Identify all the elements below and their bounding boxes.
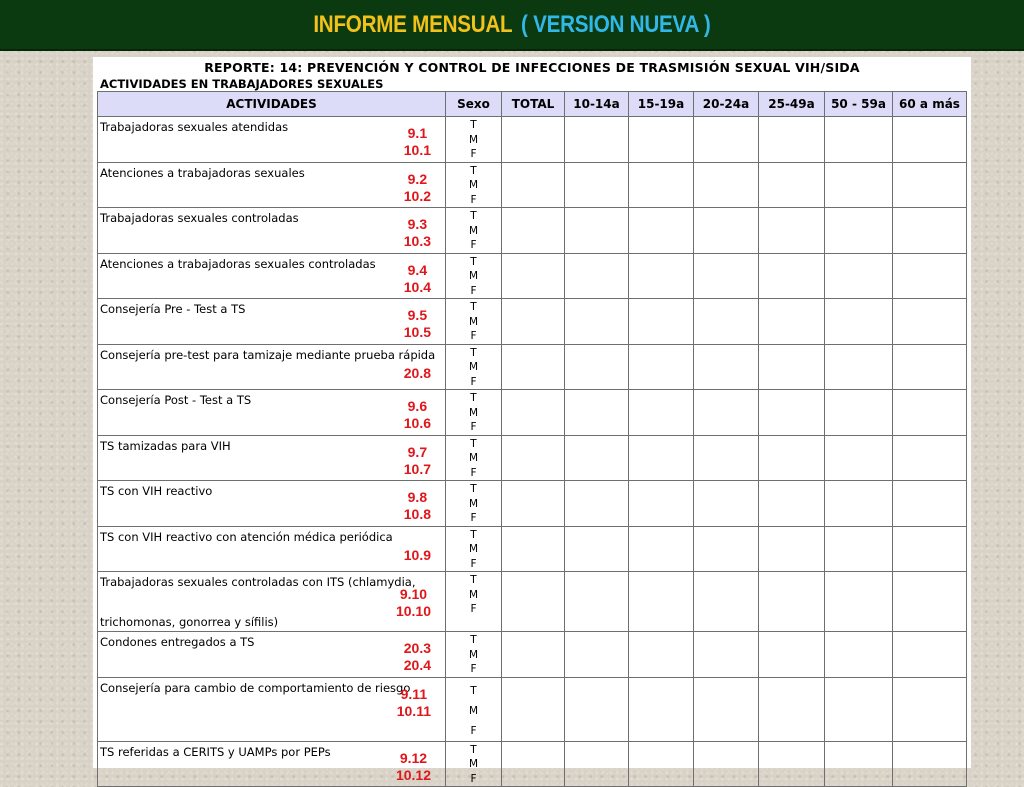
activity-codes [404,398,431,432]
table-row [98,677,967,741]
data-cell[interactable] [893,390,967,436]
data-cell[interactable] [893,526,967,572]
data-cell[interactable] [629,572,694,632]
data-cell[interactable] [565,632,629,678]
data-cell[interactable] [893,481,967,527]
data-cell[interactable] [759,208,825,254]
activity-label: TS referidas a CERITS y UAMPs por PEPs [100,744,331,759]
activity-code: 9.2 [407,170,428,187]
activity-code: 9.6 [407,398,428,414]
data-cell[interactable] [825,390,893,436]
data-cell[interactable] [759,632,825,678]
section-title: ACTIVIDADES EN TRABAJADORES SEXUALES [100,77,384,91]
data-cell[interactable] [893,677,967,741]
sex-label: M [468,315,479,328]
activity-codes [404,307,431,341]
sex-label: M [468,270,479,282]
sex-cell [446,117,502,163]
activity-code: 10.5 [403,324,431,340]
data-cell[interactable] [759,677,825,741]
data-cell[interactable] [759,253,825,299]
data-cell[interactable] [759,435,825,481]
data-cell[interactable] [502,299,565,345]
sex-label: M [468,361,479,373]
header-banner [0,0,1024,51]
sex-label: F [470,193,477,206]
activity-label: Consejería Post - Test a TS [100,393,252,407]
data-cell[interactable] [694,117,759,163]
sex-label: M [468,543,479,555]
table-row [98,481,967,527]
table-row [98,299,967,345]
table-row [98,344,967,390]
activity-label: Trabajadoras sexuales controladas con ITS (chlamydia, [100,575,416,589]
activity-code: 10.4 [403,278,431,295]
table-row [98,162,967,208]
sex-label: F [470,724,477,737]
table-row [98,632,967,678]
activity-code: 9.10 [399,586,428,602]
data-cell[interactable] [694,481,759,527]
report-sheet [93,57,971,785]
data-cell[interactable] [629,481,694,527]
activity-code: 9.7 [407,443,428,460]
activity-label: Consejería para cambio de comportamiento de riesgo [100,680,411,695]
data-cell[interactable] [694,390,759,436]
data-cell[interactable] [629,741,694,787]
activity-label: TS tamizadas para VIH [100,438,231,453]
data-cell[interactable] [565,344,629,390]
data-cell[interactable] [565,253,629,299]
table-body [98,117,967,787]
data-cell[interactable] [502,481,565,527]
sex-label: F [470,239,477,251]
column-header: 50 - 59a [825,92,893,117]
data-cell[interactable] [893,162,967,208]
sex-cell [446,572,502,632]
data-cell[interactable] [759,481,825,527]
activity-cell [98,299,446,345]
data-cell[interactable] [759,741,825,787]
sex-label: F [470,375,477,388]
banner-main-title: INFORME MENSUAL [313,10,513,38]
data-cell[interactable] [565,526,629,572]
activity-codes [404,365,431,382]
data-cell[interactable] [825,299,893,345]
data-cell[interactable] [565,208,629,254]
sex-label: T [470,743,477,756]
data-cell[interactable] [565,435,629,481]
sex-cell [446,162,502,208]
sex-label: T [470,574,477,586]
table-row [98,572,967,632]
activity-codes [396,750,431,784]
sex-label: M [468,758,479,770]
activity-code: 10.1 [403,142,431,158]
data-cell[interactable] [502,741,565,787]
sex-label: M [468,406,479,419]
data-cell[interactable] [825,572,893,632]
data-cell[interactable] [694,677,759,741]
data-cell[interactable] [502,117,565,163]
sex-cell [446,435,502,481]
column-header: 10-14a [565,92,629,117]
table-row [98,208,967,254]
activity-code: 9.4 [407,261,428,278]
data-cell[interactable] [694,162,759,208]
activity-cell [98,208,446,254]
table-row [98,526,967,572]
activity-cell [98,526,446,572]
activity-cell [98,481,446,527]
sex-label: T [470,437,477,450]
table-row [98,741,967,787]
data-cell[interactable] [565,572,629,632]
data-cell[interactable] [565,390,629,436]
activity-cell [98,253,446,299]
activity-cell [98,344,446,390]
sex-label: F [470,421,477,433]
table-row [98,253,967,299]
data-cell[interactable] [694,253,759,299]
data-cell[interactable] [825,632,893,678]
activity-code: 9.1 [407,125,428,141]
data-cell[interactable] [694,344,759,390]
sex-label: M [468,588,479,601]
data-cell[interactable] [629,390,694,436]
data-cell[interactable] [502,344,565,390]
activity-label: Consejería pre-test para tamizaje mediante prueba rápida [100,347,436,362]
activity-label: Condones entregados a TS [100,635,255,649]
data-cell[interactable] [825,117,893,163]
activity-code: 10.7 [403,460,431,477]
activity-codes [404,489,431,523]
activity-code: 10.9 [403,546,431,563]
column-header: 20-24a [694,92,759,117]
activity-cell [98,741,446,787]
data-cell[interactable] [825,526,893,572]
banner-subtitle: ( VERSION NUEVA ) [521,10,711,38]
activity-codes [404,444,431,478]
activity-cell [98,572,446,632]
activity-codes [404,262,431,296]
sex-label: T [470,164,477,177]
sex-label: T [470,634,477,646]
column-header: ACTIVIDADES [98,92,446,117]
sex-label: M [468,497,479,510]
sex-label: F [470,772,477,785]
activity-code: 9.8 [407,489,428,505]
data-cell[interactable] [565,741,629,787]
data-cell[interactable] [825,481,893,527]
activity-cell [98,390,446,436]
data-cell[interactable] [825,741,893,787]
data-cell[interactable] [502,162,565,208]
activity-code: 20.4 [403,657,431,673]
activity-code: 10.3 [403,233,431,249]
sex-label: F [470,603,477,615]
data-cell[interactable] [694,572,759,632]
activity-codes [404,547,431,564]
activity-code: 9.3 [407,216,428,232]
activity-code: 9.11 [400,685,428,702]
sex-label: T [470,301,477,313]
column-header: 25-49a [759,92,825,117]
activity-code: 10.2 [403,187,431,204]
table-row [98,390,967,436]
data-cell[interactable] [629,162,694,208]
sex-cell [446,677,502,741]
data-cell[interactable] [502,572,565,632]
sex-label: M [468,179,479,191]
banner-title [313,11,710,39]
data-cell[interactable] [502,208,565,254]
data-cell[interactable] [759,390,825,436]
data-cell[interactable] [825,435,893,481]
data-cell[interactable] [825,344,893,390]
data-cell[interactable] [565,481,629,527]
data-cell[interactable] [694,208,759,254]
column-header: 15-19a [629,92,694,117]
sex-label: T [470,119,477,131]
activity-code: 10.10 [395,603,431,619]
activity-cell [98,162,446,208]
activity-label: Trabajadoras sexuales atendidas [100,120,289,134]
data-cell[interactable] [893,117,967,163]
sex-cell [446,632,502,678]
sex-label: T [470,483,477,495]
activity-cell [98,117,446,163]
activity-codes [404,640,431,674]
sex-cell [446,526,502,572]
data-cell[interactable] [502,435,565,481]
column-header: 60 a más [893,92,967,117]
data-cell[interactable] [759,572,825,632]
activities-table [97,91,967,787]
sex-label: F [470,330,477,342]
sex-cell [446,208,502,254]
data-cell[interactable] [629,299,694,345]
data-cell[interactable] [893,632,967,678]
data-cell[interactable] [825,253,893,299]
data-cell[interactable] [629,117,694,163]
data-cell[interactable] [565,299,629,345]
data-cell[interactable] [629,344,694,390]
sex-label: T [470,528,477,541]
sex-label: M [468,133,479,146]
data-cell[interactable] [502,632,565,678]
sex-label: M [468,452,479,464]
sex-label: T [470,210,477,222]
data-cell[interactable] [759,117,825,163]
data-cell[interactable] [565,117,629,163]
data-cell[interactable] [629,526,694,572]
data-cell[interactable] [694,435,759,481]
sex-cell [446,344,502,390]
activity-codes [404,216,431,250]
report-title: REPORTE: 14: PREVENCIÓN Y CONTROL DE INFECCIONES DE TRASMISIÓN SEXUAL VIH/SIDA [204,60,860,75]
data-cell[interactable] [759,299,825,345]
sex-label: F [470,557,477,570]
activity-code: 10.8 [403,506,431,522]
data-cell[interactable] [502,677,565,741]
activity-cell [98,677,446,741]
data-cell[interactable] [565,162,629,208]
table-header-row [98,92,967,117]
data-cell[interactable] [825,162,893,208]
data-cell[interactable] [694,526,759,572]
data-cell[interactable] [629,253,694,299]
data-cell[interactable] [759,344,825,390]
column-header: Sexo [446,92,502,117]
data-cell[interactable] [694,299,759,345]
activity-code: 10.11 [396,702,431,719]
activity-code: 10.6 [403,415,431,431]
data-cell[interactable] [893,208,967,254]
sex-label: F [470,284,477,297]
sex-label: M [468,224,479,237]
sex-label: T [470,255,477,268]
activity-label: TS con VIH reactivo con atención médica periódica [100,529,393,544]
data-cell[interactable] [893,741,967,787]
sex-label: T [470,392,477,404]
sex-label: M [468,704,479,717]
sex-cell [446,390,502,436]
activity-cell [98,632,446,678]
sex-label: F [470,148,477,160]
data-cell[interactable] [502,390,565,436]
activity-code: 20.8 [403,364,431,381]
activity-label-continued: trichomonas, gonorrea y sífilis) [100,615,279,629]
column-header: TOTAL [502,92,565,117]
data-cell[interactable] [893,344,967,390]
data-cell[interactable] [893,435,967,481]
data-cell[interactable] [694,741,759,787]
data-cell[interactable] [893,253,967,299]
table-row [98,117,967,163]
sex-label: F [470,663,477,675]
data-cell[interactable] [893,572,967,632]
activity-label: Atenciones a trabajadoras sexuales [100,165,305,180]
activity-codes [404,125,431,159]
activity-codes [404,171,431,205]
activity-label: TS con VIH reactivo [100,484,213,498]
sex-cell [446,299,502,345]
data-cell[interactable] [825,208,893,254]
sex-cell [446,481,502,527]
activity-label: Trabajadoras sexuales controladas [100,211,299,225]
sex-label: T [470,346,477,359]
data-cell[interactable] [629,677,694,741]
sex-label: M [468,648,479,661]
activity-code: 20.3 [403,640,431,656]
sex-label: T [470,684,477,697]
sex-cell [446,253,502,299]
sex-cell [446,741,502,787]
data-cell[interactable] [759,162,825,208]
activity-code: 9.5 [407,307,428,323]
data-cell[interactable] [629,208,694,254]
data-cell[interactable] [759,526,825,572]
activity-code: 10.12 [395,766,431,783]
activity-label: Atenciones a trabajadoras sexuales controladas [100,256,376,271]
activity-cell [98,435,446,481]
activity-code: 9.12 [399,749,428,766]
data-cell[interactable] [694,632,759,678]
table-row [98,435,967,481]
data-cell[interactable] [629,632,694,678]
data-cell[interactable] [893,299,967,345]
sex-label: F [470,512,477,524]
activity-codes [397,686,431,720]
data-cell[interactable] [502,526,565,572]
activity-codes [396,586,431,620]
data-cell[interactable] [629,435,694,481]
data-cell[interactable] [502,253,565,299]
activity-label: Consejería Pre - Test a TS [100,302,246,316]
data-cell[interactable] [565,677,629,741]
data-cell[interactable] [825,677,893,741]
sex-label: F [470,466,477,479]
